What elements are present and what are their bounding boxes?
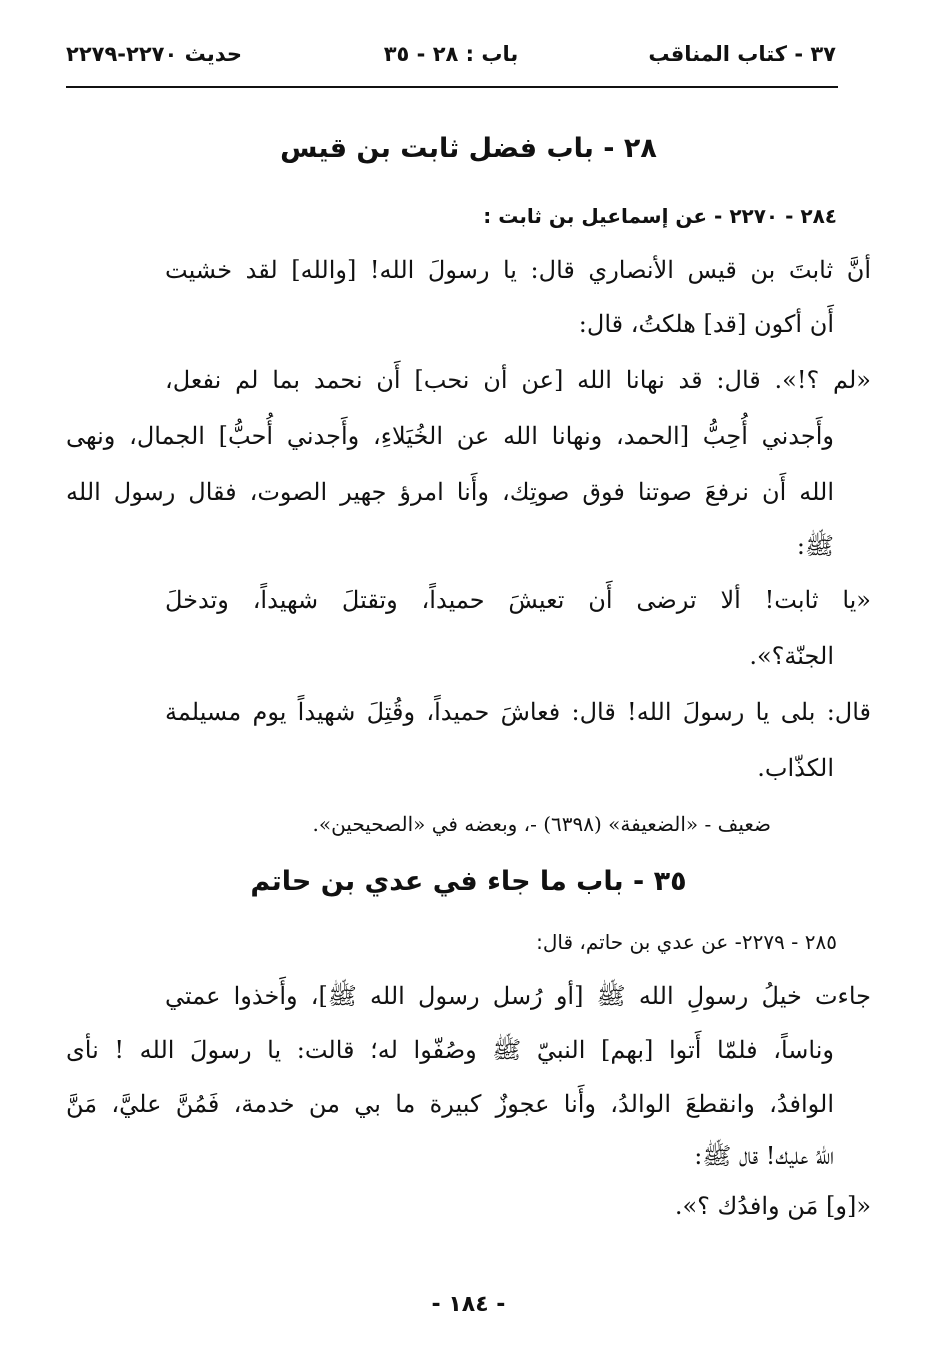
text-line: الله أَن نرفعَ صوتنا فوق صوتِك، وأَنا امرؤ جهير الصوت، فقال رسول الله xyxy=(66,478,834,506)
hadith-284-isnad: ٢٨٤ - ٢٢٧٠ - عن إسماعيل بن ثابت : xyxy=(483,204,837,228)
text-line: قال: بلى يا رسولَ الله! قال: فعاشَ حميداً، وقُتِلَ شهيداً يوم مسيلمة xyxy=(165,698,871,726)
text-line: «[و] مَن وافدُك ؟». xyxy=(674,1192,871,1220)
text-line: وناساً، فلمّا أَتوا [بهم] النبيّ ﷺ وصُفّوا له؛ قالت: يا رسولَ الله ! نأى xyxy=(66,1036,834,1064)
text-line: اللهُ عليك! قال ﷺ: xyxy=(694,1142,834,1170)
text-line: أنَّ ثابتَ بن قيس الأنصاري قال: يا رسولَ الله! [والله] لقد خشيت xyxy=(165,256,871,284)
running-header xyxy=(66,42,836,78)
text-line: الوافدُ، وانقطعَ الوالدُ، وأَنا عجوزٌ كبيرة ما بي من خدمة، فَمُنَّ عليَّ، مَنَّ xyxy=(66,1090,834,1118)
header-chapter-range: باب : ٢٨ - ٣٥ xyxy=(383,42,519,66)
header-hadith-range: حديث ٢٢٧٠-٢٢٧٩ xyxy=(66,42,242,66)
text-line: الكذّاب. xyxy=(757,754,834,782)
text-line: ﷺ: xyxy=(796,532,834,560)
text-line: وأَجدني أُحِبُّ [الحمد، ونهانا الله عن الخُيَلاءِ، وأَجدني أُحبُّ] الجمال، ونهى xyxy=(66,422,834,450)
text-line: الجنّة؟». xyxy=(749,642,834,670)
chapter-heading-28: ٢٨ - باب فضل ثابت بن قيس xyxy=(280,133,657,164)
text-line: جاءت خيلُ رسولِ الله ﷺ [أو رُسل رسول الله ﷺ]، وأَخذوا عمتي xyxy=(165,982,871,1010)
hadith-grade-note: ضعيف - «الضعيفة» (٦٣٩٨) -، وبعضه في «الصحيحين». xyxy=(312,812,771,836)
page-number: - ١٨٤ - xyxy=(431,1292,506,1317)
header-rule xyxy=(66,86,838,88)
text-line: «لم ؟!». قال: قد نهانا الله [عن أن نحب] أَن نحمد بما لم نفعل، xyxy=(165,366,871,394)
chapter-heading-35: ٣٥ - باب ما جاء في عدي بن حاتم xyxy=(250,866,687,897)
text-line: «يا ثابت! ألا ترضى أَن تعيشَ حميداً، وتقتلَ شهيداً، وتدخلَ xyxy=(165,586,871,614)
header-book-title: ٣٧ - كتاب المناقب xyxy=(648,42,836,66)
text-line: أَن أكون [قد] هلكتُ، قال: xyxy=(578,310,834,338)
hadith-285-isnad: ٢٨٥ - ٢٢٧٩- عن عدي بن حاتم، قال: xyxy=(536,930,837,954)
